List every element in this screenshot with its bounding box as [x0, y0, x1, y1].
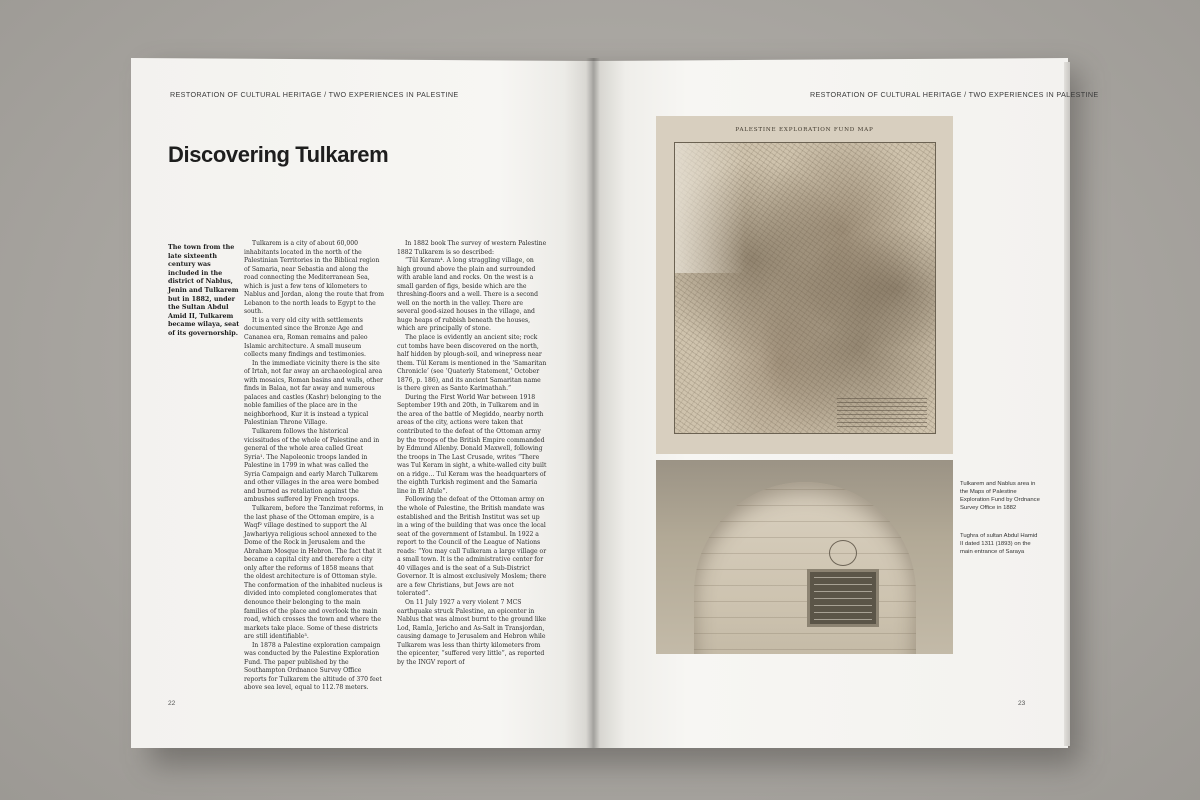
paragraph: In 1882 book The survey of western Palestine 1882 Tulkarem is so described:: [397, 240, 547, 256]
page-edge: [1064, 62, 1070, 746]
paragraph: “Tûl Keram⁴. A long straggling village, on high ground above the plain and surrounded with arable land and rocks. On the west is a small garden of figs, beside which are the threshing-floors and a well. There is a second well on the north in the valley. There are several good-sized houses in the village, and huge heaps of rubbish beneath the houses, which are principally of stone.: [397, 257, 538, 333]
inscription-plaque: [807, 569, 879, 627]
paragraph: Tulkarem follows the historical vicissitudes of the whole of Palestine and in general of the whole area called Great Syria¹. The Napoleonic troops landed in Palestine in 1799 in what was called the Syria Campaign and early March Tulkarem and other villages in the area were bombed and burned as retaliation against the ambushes suffered by French troops.: [244, 428, 380, 504]
paragraph: During the First World War between 1918 September 19th and 20th, in Tulkarem and in the area of the battle of Megiddo, nearby north areas of the city, actions were taken that contributed to the defeat of the Ottoman army by the troops of the British Empire commanded by Edmund Allenby. Donald Maxwell, following the troops in The Last Crusade, writes “There was Tul Keram in sight, a white-walled city built on a ridge… Tul Keram was the headquarters of the eighth Turkish regiment and the Samaria line in El Afule”.: [397, 393, 547, 495]
body-column-1: [244, 240, 384, 693]
photo-caption: Tughra of sultan Abdul Hamid II dated 1311 (1893) on the main entrance of Saraya: [960, 533, 1038, 555]
paragraph: In the immediate vicinity there is the site of Irtah, not far away an archaeological area with mosaics, Roman basins and walls, other finds in Balaa, not far away and numerous palaces and castles (Kashr) belonging to the noble families of the place are in the neighborhood, Kur it is instead a typical Palestinian Throne Village.: [244, 359, 383, 427]
body-column-2: [397, 240, 547, 667]
inscription-lines: [814, 576, 872, 620]
paragraph: Tulkarem, before the Tanzimat reforms, in the last phase of the Ottoman empire, is a Waqf² village destined to support the Al Jawhariyya religious school annexed to the Dome of the Rock in Jerusalem and the Abraham Mosque in Hebron. The fact that it became a capital city and therefore a city only after the reforms of 1858 means that the oldest architecture is of Ottoman style. The conformation of the inhabited nucleus is divided into completed conglomerates that denounce their belonging to the main families of the place and overlook the main road, which crosses the town and where the markets take place. Some of these districts are still identifiable³.: [244, 504, 384, 641]
paragraph: It is a very old city with settlements documented since the Bronze Age and Cananea era, Roman remains and paleo Islamic architecture. A small museum collects many findings and testimonies.: [244, 316, 368, 359]
stone-arch: [694, 482, 916, 654]
map-title: PALESTINE EXPLORATION FUND MAP: [735, 127, 874, 133]
paragraph: Tulkarem is a city of about 60,000 inhabitants located in the north of the Palestinian Territories in the Biblical region of Samaria, near Sebastia and along the road connecting the Mediterranean Sea, which is just a few tens of kilometers to Nablus and Jordan, along the route that from Lebanon to the north leads to Egypt to the south.: [244, 240, 384, 316]
map-legend: [837, 397, 927, 427]
paragraph: The place is evidently an ancient site; rock cut tombs have been discovered on the north, half hidden by plough-soil, and winepress near them. Tûl Keram is mentioned in the ‘Samaritan Chronicle’ (see ‘Quaterly Statement,’ October 1876, p. 186), and its ancient Samaritan name is there given as Santo Karimathah.”: [397, 334, 547, 393]
tughra-photo: [656, 460, 953, 654]
running-head-right: RESTORATION OF CULTURAL HERITAGE / TWO EXPERIENCES IN PALESTINE: [810, 90, 1099, 99]
map-caption: Tulkarem and Nablus area in the Maps of Palestine Exploration Fund by Ordnance Survey Office in 1882: [960, 481, 1040, 511]
page-number-left: 22: [168, 700, 176, 707]
pull-quote: The town from the late sixteenth century was included in the district of Nablus, Jenin and Tulkarem but in 1882, under the Sultan Abdul Amid II, Tulkarem became wilaya, seat of its governorship.: [168, 243, 240, 337]
paragraph: On 11 July 1927 a very violent 7 MCS earthquake struck Palestine, an epicenter in Nablus that was almost burnt to the ground like Lod, Ramla, Jericho and As-Salt in Transjordan, causing damage to Jerusalem and Hebron while Tulkarem was less than thirty kilometers from the epicenter, “suffered very little”, as reported by the INGV report of: [397, 598, 547, 666]
spine-gutter: [586, 58, 600, 748]
tughra-emblem: [829, 540, 857, 566]
page-number-right: 23: [1018, 700, 1026, 707]
map-terrain: [674, 142, 936, 434]
paragraph: Following the defeat of the Ottoman army on the whole of Palestine, the British mandate was established and the British Institut was set up in a wing of the building that was once the local seat of the government of Istambul. In 1922 a report to the Council of the League of Nations reads: “You may call Tulkeram a large village or a small town. It is the administrative center for 40 villages and is the seat of a Sub-District Governor. It is almost exclusively Moslem; there are a few Christians, but Jews are not tolerated”.: [397, 496, 547, 598]
historic-map-image: [656, 116, 953, 454]
page-title: Discovering Tulkarem: [168, 142, 389, 167]
map-coastal-plain: [675, 143, 745, 273]
paragraph: In 1878 a Palestine exploration campaign was conducted by the Palestine Exploration Fund. The paper published by the Southampton Ordnance Survey Office reports for Tulkarem the altitude of 370 feet above sea level, equal to 112.78 meters.: [244, 641, 382, 692]
running-head-left: RESTORATION OF CULTURAL HERITAGE / TWO EXPERIENCES IN PALESTINE: [170, 90, 459, 99]
arch-masonry: [694, 482, 916, 654]
